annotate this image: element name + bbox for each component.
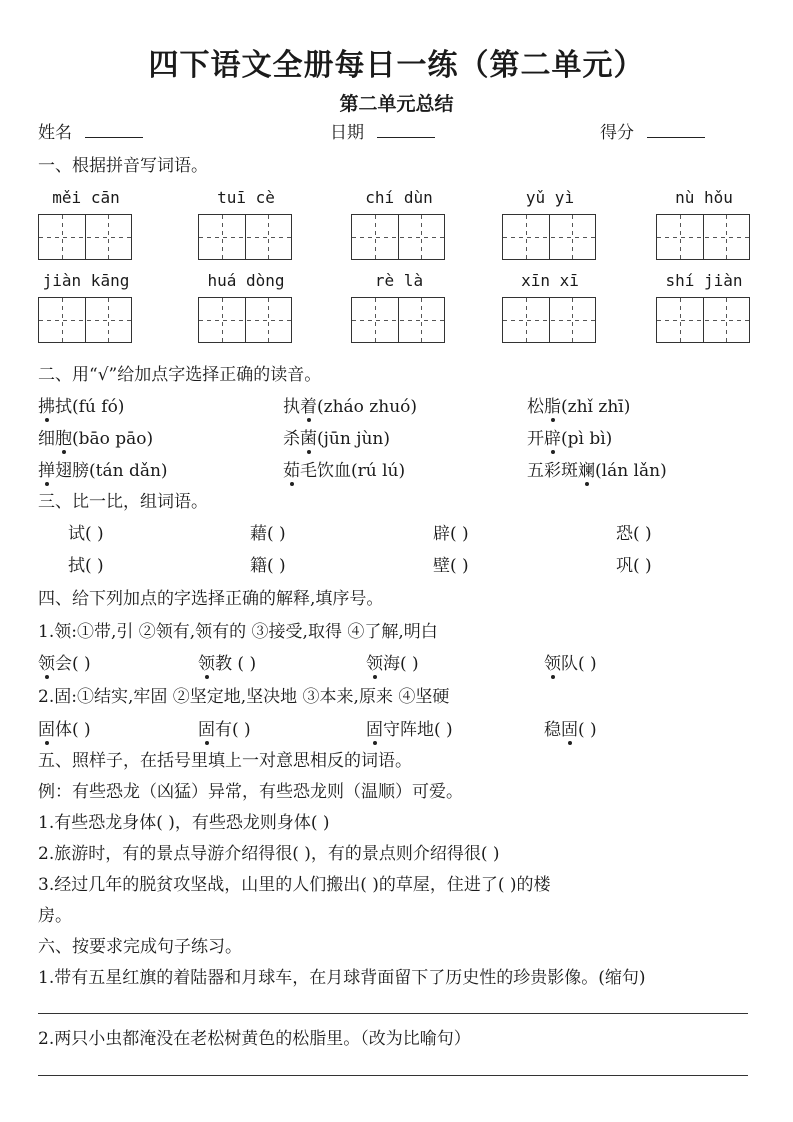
pronunciation-item[interactable] [527,428,612,450]
item-prefix: 杀 [283,429,300,449]
pronunciation-item[interactable] [283,396,417,418]
section3-heading: 三、比一比，组词语。 [38,492,208,512]
date-blank[interactable] [377,123,435,138]
item-prefix: 五彩斑 [527,461,578,481]
date-field[interactable] [330,122,435,144]
item-prefix: 细 [38,429,55,449]
writing-grid[interactable] [351,297,445,343]
section1-heading: 一、根据拼音写词语。 [38,156,208,176]
item-blank: 教 ( ) [215,654,257,674]
pinyin-label: xīn xī [521,271,579,290]
item-blank: 守阵地( ) [383,720,453,740]
writing-grid[interactable] [351,214,445,260]
section4-heading: 四、给下列加点的字选择正确的解释,填序号。 [38,589,384,609]
example-sentence: 例：有些恐龙（凶猛）异常，有些恐龙则（温顺）可爱。 [38,782,463,802]
pinyin-label: rè là [374,271,424,290]
pinyin-label: chí dùn [365,188,433,207]
dotted-char: 固 [366,720,383,740]
item-options: (bāo pāo) [72,429,154,449]
item-prefix: 开 [527,429,544,449]
word-pair-item[interactable]: 籍( ) [250,556,286,576]
score-label: 得分 [600,123,634,143]
pinyin-label: yǔ yì [525,188,575,207]
pronunciation-item[interactable] [527,396,630,418]
dotted-char: 茹 [283,461,300,481]
meaning-item[interactable] [366,653,419,675]
section2-heading: 二、用“√”给加点字选择正确的读音。 [38,365,322,385]
item-options: (jūn jùn) [317,429,391,449]
meaning-item[interactable] [544,653,597,675]
writing-grid[interactable] [502,214,596,260]
dotted-char: 领 [198,654,215,674]
pinyin-label: tuī cè [217,188,275,207]
pronunciation-item[interactable] [38,396,124,418]
dotted-char: 固 [198,720,215,740]
answer-line[interactable] [38,1013,748,1014]
pinyin-label: huá dòng [207,271,285,290]
meaning-item[interactable] [366,719,453,741]
item-prefix: 执 [283,397,300,417]
pronunciation-item[interactable] [283,460,405,482]
name-label: 姓名 [38,123,72,143]
antonym-question-1[interactable]: 1.有些恐龙身体( )，有些恐龙则身体( ) [38,813,330,833]
pinyin-label: nù hǒu [675,188,733,207]
pronunciation-item[interactable] [38,428,153,450]
antonym-question-2[interactable]: 2.旅游时，有的景点导游介绍得很( )，有的景点则介绍得很( ) [38,844,500,864]
antonym-question-3-cont: 房。 [38,906,72,926]
writing-grid[interactable] [198,297,292,343]
section6-heading: 六、按要求完成句子练习。 [38,937,242,957]
meaning-item[interactable] [544,719,597,741]
item-options: (zháo zhuó) [317,397,418,417]
word-pair-item[interactable]: 巩( ) [616,556,652,576]
writing-grid[interactable] [502,297,596,343]
meaning-item[interactable] [198,719,251,741]
pronunciation-item[interactable] [283,428,390,450]
pronunciation-item[interactable] [527,460,667,482]
dotted-char: 领 [366,654,383,674]
dotted-char: 脂 [544,397,561,417]
answer-line[interactable] [38,1075,748,1076]
word-pair-item[interactable]: 拭( ) [68,556,104,576]
word-pair-item[interactable]: 试( ) [68,524,104,544]
item-options: 毛饮血(rú lú) [300,461,406,481]
dotted-char: 固 [561,720,578,740]
item-blank: 队( ) [561,654,597,674]
definition-list-2: 2.固:①结实,牢固 ②坚定地,坚决地 ③本来,原来 ④坚硬 [38,687,450,707]
item-prefix: 稳 [544,720,561,740]
meaning-item[interactable] [198,653,256,675]
item-prefix: 松 [527,397,544,417]
name-field[interactable] [38,122,143,144]
page-subtitle: 第二单元总结 [339,93,454,115]
pinyin-label: shí jiàn [665,271,743,290]
dotted-char: 胞 [55,429,72,449]
score-blank[interactable] [647,123,705,138]
date-label: 日期 [330,123,364,143]
pronunciation-item[interactable] [38,460,168,482]
dotted-char: 领 [544,654,561,674]
dotted-char: 菌 [300,429,317,449]
item-blank: 会( ) [55,654,91,674]
dotted-char: 拂 [38,397,55,417]
writing-grid[interactable] [198,214,292,260]
pinyin-label: měi cān [52,188,120,207]
word-pair-item[interactable]: 辟( ) [433,524,469,544]
dotted-char: 着 [300,397,317,417]
item-options: (lán lǎn) [595,461,667,481]
definition-list-1: 1.领:①带,引 ②领有,领有的 ③接受,取得 ④了解,明白 [38,622,438,642]
writing-grid[interactable] [656,297,750,343]
word-pair-item[interactable]: 藉( ) [250,524,286,544]
dotted-char: 辟 [544,429,561,449]
dotted-char: 领 [38,654,55,674]
dotted-char: 斓 [578,461,595,481]
page-title: 四下语文全册每日一练（第二单元） [148,48,645,83]
item-options: 拭(fú fó) [55,397,125,417]
pinyin-label: jiàn kāng [42,271,130,290]
meaning-item[interactable] [38,719,91,741]
sentence-question-1: 1.带有五星红旗的着陆器和月球车，在月球背面留下了历史性的珍贵影像。(缩句) [38,968,646,988]
word-pair-item[interactable]: 壁( ) [433,556,469,576]
item-blank: 海( ) [383,654,419,674]
section5-heading: 五、照样子，在括号里填上一对意思相反的词语。 [38,751,412,771]
dotted-char: 固 [38,720,55,740]
name-blank[interactable] [85,123,143,138]
item-blank: 体( ) [55,720,91,740]
writing-grid[interactable] [38,214,132,260]
item-blank: 有( ) [215,720,251,740]
writing-grid[interactable] [38,297,132,343]
item-blank: ( ) [578,720,597,740]
word-pair-item[interactable]: 恐( ) [616,524,652,544]
item-options: 翅膀(tán dǎn) [55,461,168,481]
dotted-char: 掸 [38,461,55,481]
writing-grid[interactable] [656,214,750,260]
item-options: (zhǐ zhī) [561,397,631,417]
sentence-question-2: 2.两只小虫都淹没在老松树黄色的松脂里。（改为比喻句） [38,1029,471,1049]
antonym-question-3[interactable]: 3.经过几年的脱贫攻坚战，山里的人们搬出( )的草屋，住进了( )的楼 [38,875,551,895]
meaning-item[interactable] [38,653,91,675]
score-field[interactable] [600,122,705,144]
item-options: (pì bì) [561,429,613,449]
